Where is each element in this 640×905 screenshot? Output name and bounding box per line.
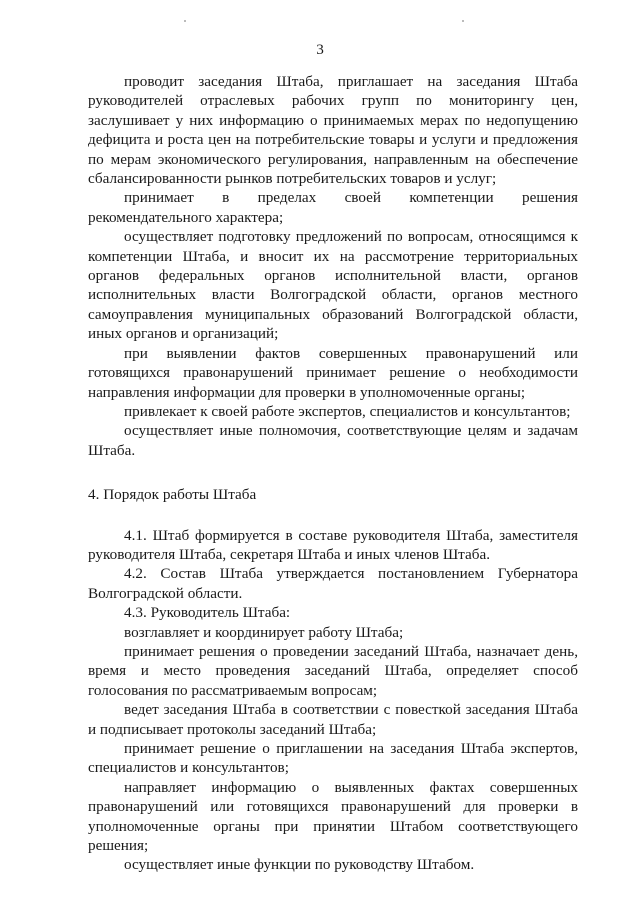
paragraph: принимает в пределах своей компетенции решения рекомендательного характера; bbox=[88, 189, 578, 226]
scan-speck bbox=[462, 20, 464, 22]
paragraph: осуществляет иные функции по руководству Штабом. bbox=[124, 856, 475, 874]
paragraph: при выявлении фактов совершенных правонарушений или готовящихся правонарушений принимает решение о необходимости направления информации для проверки в уполномоченные органы; bbox=[88, 344, 578, 401]
paragraph: 4.1. Штаб формируется в составе руководителя Штаба, заместителя руководителя Штаба, секретаря Штаба и иных членов Штаба. bbox=[88, 526, 578, 563]
paragraph: проводит заседания Штаба, приглашает на заседания Штаба руководителей отраслевых рабочих групп по мониторингу цен, заслушивает у них информацию о принимаемых мерах по недопущению дефицита и роста цен на потребительские товары и услуги и предложения по мерам экономического регулирования, направленным на обеспечение сбалансированности рынков потребительских товаров и услуг; bbox=[88, 73, 578, 188]
scan-speck bbox=[184, 20, 186, 22]
document-body bbox=[88, 72, 578, 875]
paragraph: осуществляет подготовку предложений по вопросам, относящимся к компетенции Штаба, и вносит их на рассмотрение территориальных органов федеральных органов исполнительной власти, органов исполнительных власти Волгоградской области, органов местного самоуправления муниципальных образований Волгоградской области, иных органов и организаций; bbox=[88, 228, 578, 343]
paragraph: 4.2. Состав Штаба утверждается постановлением Губернатора Волгоградской области. bbox=[88, 565, 578, 602]
paragraph: 4.3. Руководитель Штаба: bbox=[124, 604, 291, 622]
paragraph: направляет информацию о выявленных фактах совершенных правонарушений или готовящихся правонарушений для проверки в уполномоченные органы при принятии Штабом соответствующего решения; bbox=[88, 778, 578, 855]
page-number: 3 bbox=[316, 41, 324, 58]
paragraph: осуществляет иные полномочия, соответствующие целям и задачам Штаба. bbox=[88, 422, 578, 459]
section-heading: 4. Порядок работы Штаба bbox=[88, 486, 257, 504]
paragraph: ведет заседания Штаба в соответствии с повесткой заседания Штаба и подписывает протоколы заседаний Штаба; bbox=[88, 701, 578, 738]
paragraph: привлекает к своей работе экспертов, специалистов и консультантов; bbox=[124, 402, 571, 420]
paragraph: принимает решения о проведении заседаний Штаба, назначает день, время и место проведения заседаний Штаба, определяет способ голосования по рассматриваемым вопросам; bbox=[88, 642, 578, 699]
paragraph: возглавляет и координирует работу Штаба; bbox=[124, 623, 404, 641]
paragraph: принимает решение о приглашении на заседания Штаба экспертов, специалистов и консультантов; bbox=[88, 740, 578, 777]
